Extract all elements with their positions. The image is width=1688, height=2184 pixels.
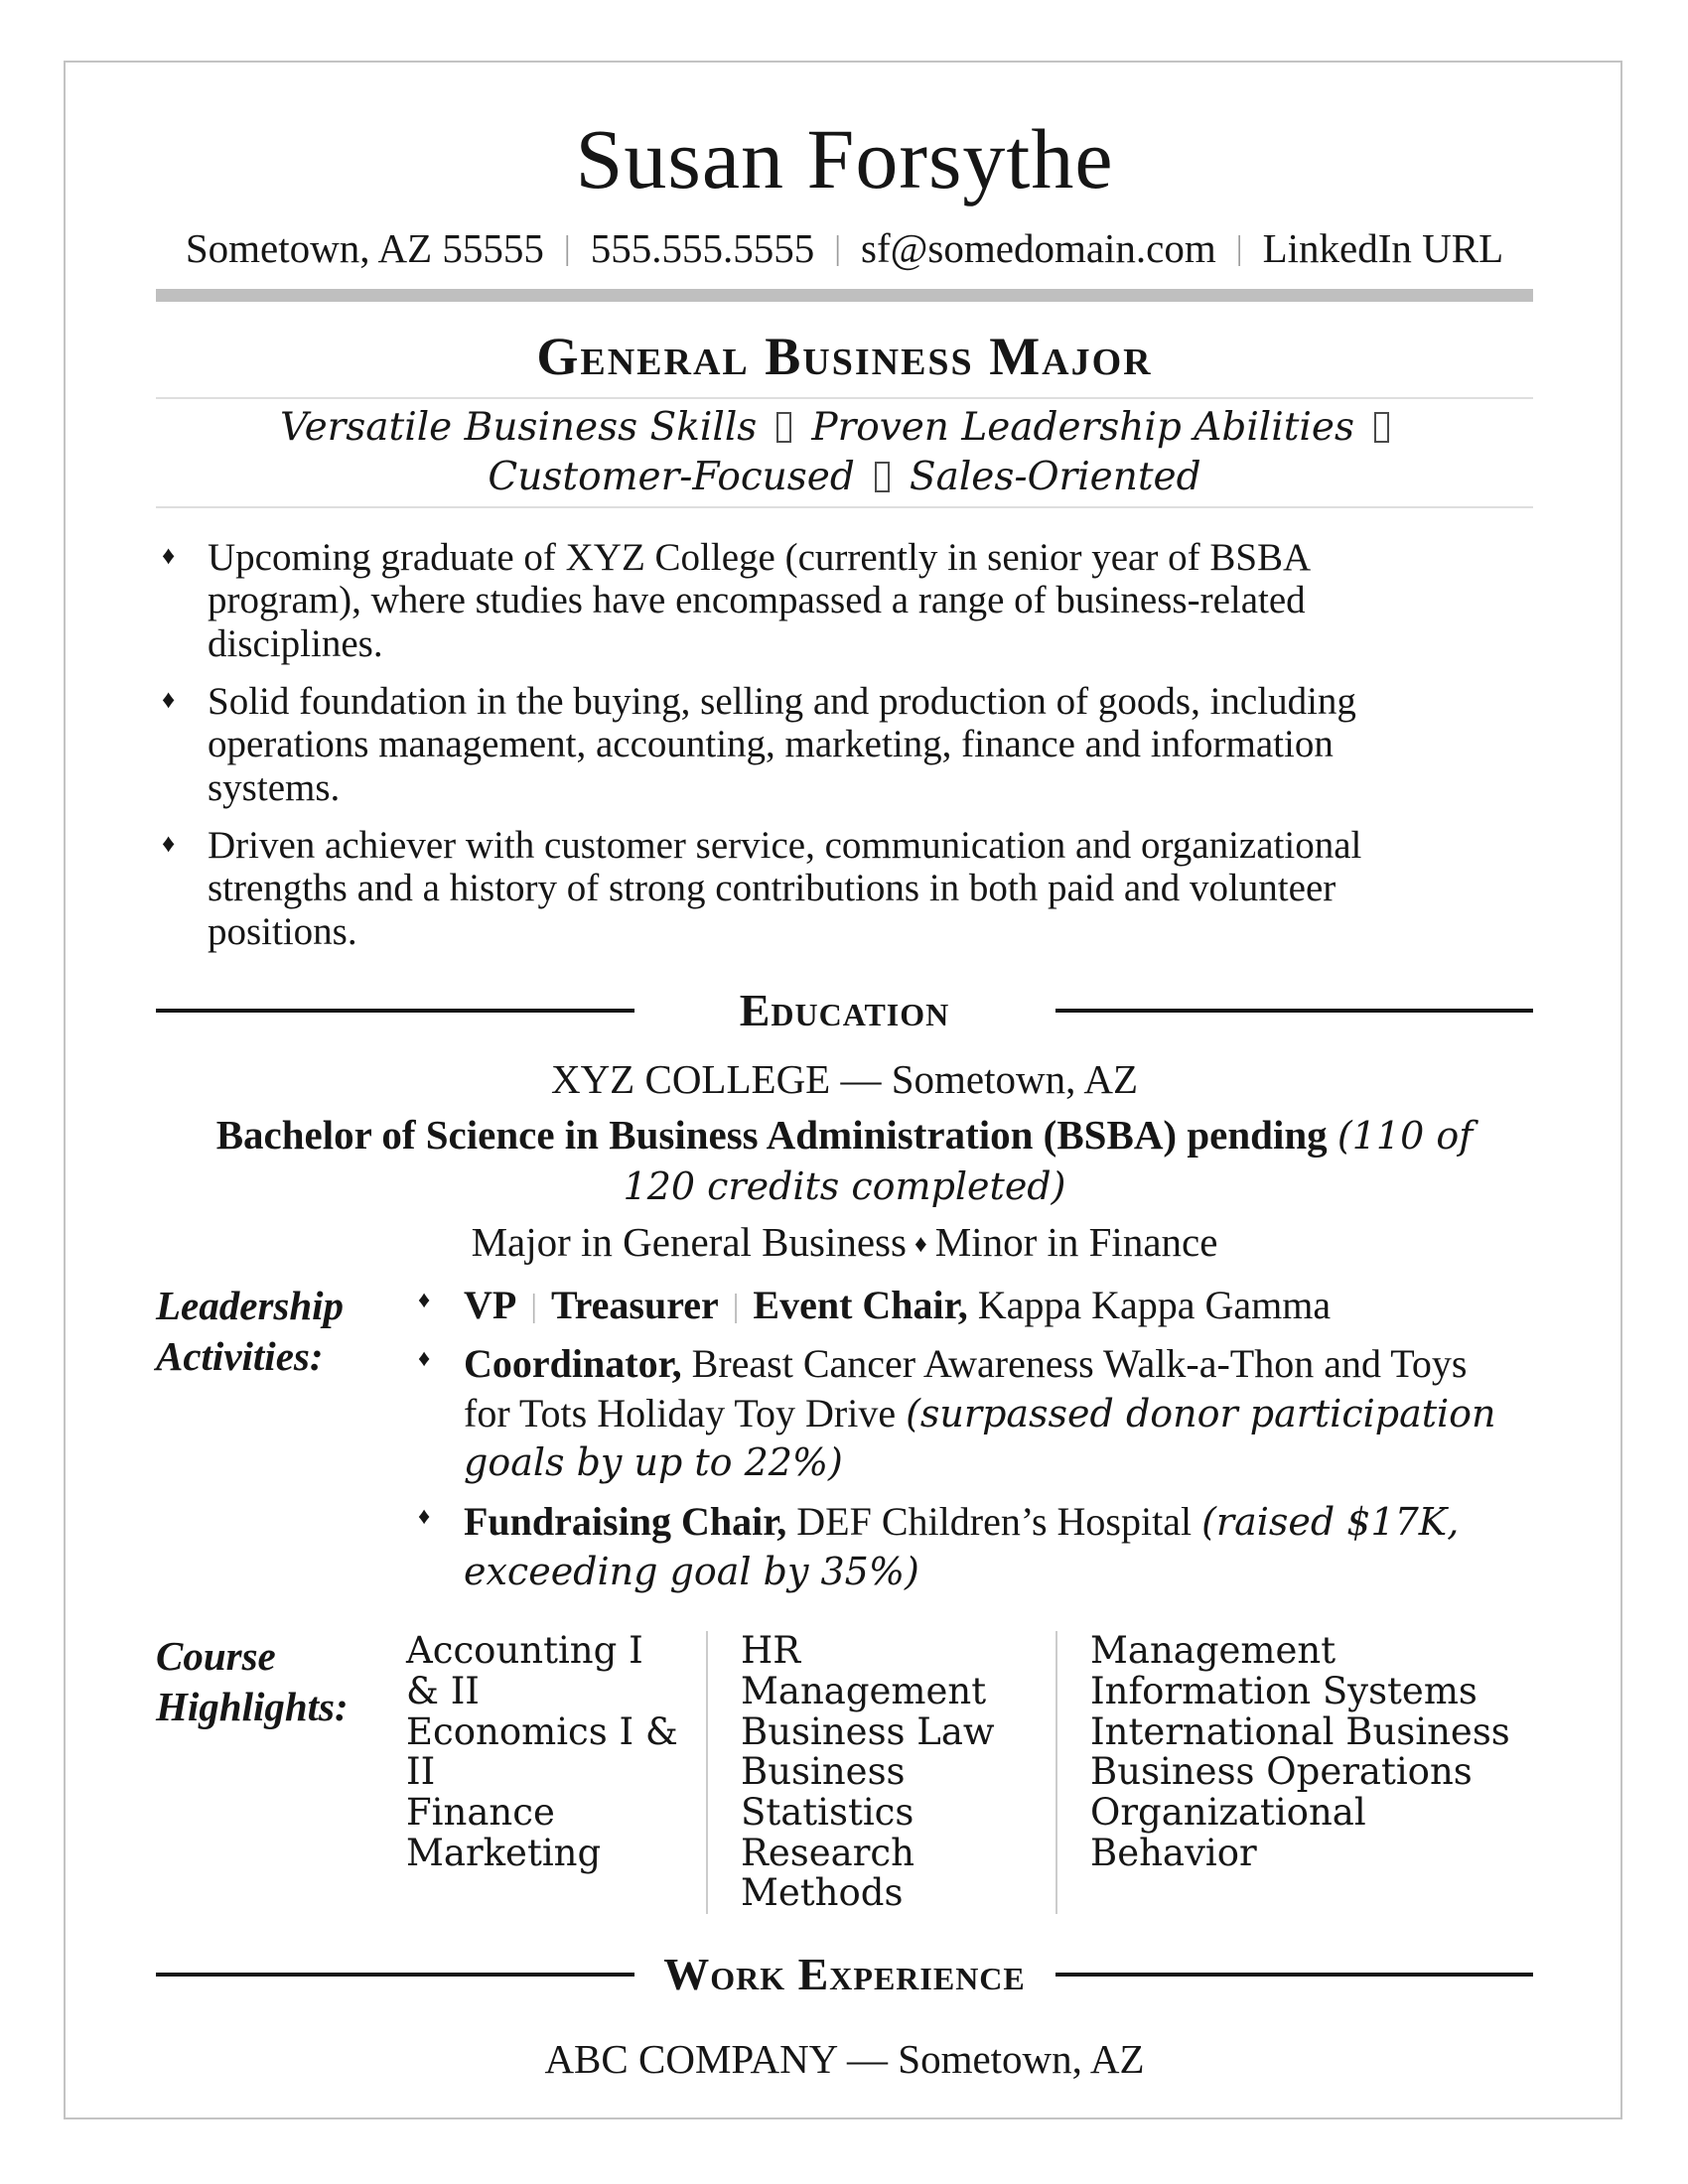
role-description: DEF Children’s Hospital bbox=[796, 1499, 1193, 1545]
tagline-divider-top bbox=[156, 397, 1533, 399]
leadership-item bbox=[406, 1497, 1516, 1595]
contact-location: Sometown, AZ 55555 bbox=[185, 225, 544, 272]
leadership-item bbox=[406, 1339, 1516, 1487]
summary-bullet bbox=[156, 680, 1429, 810]
diamond-bullet-icon: ♦ bbox=[162, 828, 176, 858]
course-item: Economics I & II bbox=[406, 1709, 678, 1794]
contact-line bbox=[156, 224, 1533, 273]
summary-bullet bbox=[156, 824, 1429, 954]
company-line: ABC COMPANY — Sometown, AZ bbox=[544, 2036, 1145, 2083]
tagline bbox=[214, 403, 1476, 502]
separator-bar-icon: | bbox=[732, 1288, 740, 1324]
course-item: HR Management bbox=[741, 1629, 987, 1712]
role-title: Treasurer bbox=[550, 1282, 719, 1327]
tagline-divider-bottom bbox=[156, 506, 1533, 508]
leadership-row bbox=[156, 1281, 1533, 1606]
course-item: Finance bbox=[406, 1790, 555, 1834]
major-minor-line bbox=[156, 1217, 1533, 1267]
role-title: Coordinator, bbox=[464, 1341, 682, 1387]
course-item: Marketing bbox=[406, 1831, 602, 1874]
header-rule-bar bbox=[156, 289, 1533, 302]
tagline-item: Proven Leadership Abilities bbox=[811, 404, 1354, 450]
box-separator-icon bbox=[1374, 412, 1389, 443]
separator-bar-icon: | bbox=[563, 230, 571, 268]
resume-page bbox=[64, 61, 1622, 2119]
diamond-bullet-icon: ♦ bbox=[418, 1504, 431, 1531]
section-heading-work-experience bbox=[156, 1948, 1533, 2000]
separator-bar-icon: | bbox=[530, 1288, 537, 1324]
section-title-work-experience: Work Experience bbox=[663, 1949, 1026, 2000]
section-rule-left bbox=[156, 1009, 634, 1013]
diamond-bullet-icon: ♦ bbox=[162, 684, 176, 714]
candidate-name: Susan Forsythe bbox=[575, 111, 1114, 206]
separator-bar-icon: | bbox=[834, 230, 842, 268]
diamond-bullet-icon: ♦ bbox=[162, 540, 176, 570]
contact-linkedin: LinkedIn URL bbox=[1262, 225, 1504, 272]
course-column-2 bbox=[706, 1631, 1055, 1914]
course-highlights-row bbox=[156, 1631, 1533, 1914]
contact-email: sf@somedomain.com bbox=[861, 225, 1216, 272]
role-achievement-note: (raised $17K, exceeding goal by 35%) bbox=[464, 1500, 1460, 1593]
tagline-item: Customer-Focused bbox=[488, 454, 855, 499]
course-item: International Business bbox=[1090, 1709, 1510, 1753]
course-item: Accounting I & II bbox=[406, 1629, 643, 1712]
role-title: VP bbox=[464, 1282, 517, 1327]
degree-line bbox=[180, 1110, 1510, 1211]
role-description: Breast Cancer Awareness Walk-a-Thon and Toys for Tots Holiday Toy Drive bbox=[464, 1341, 1468, 1435]
course-item: Organizational Behavior bbox=[1090, 1790, 1366, 1874]
headline-title: General Business Major bbox=[536, 327, 1153, 387]
school-line: XYZ COLLEGE — Sometown, AZ bbox=[550, 1055, 1139, 1102]
course-item: Business Law bbox=[741, 1709, 995, 1753]
course-item: Business Statistics bbox=[741, 1750, 914, 1834]
role-title: Fundraising Chair, bbox=[464, 1499, 787, 1545]
course-item: Management Information Systems bbox=[1090, 1629, 1477, 1712]
summary-bullet-text: Solid foundation in the buying, selling and production of goods, including operations management, accounting, marketing, finance and information systems. bbox=[208, 679, 1356, 809]
summary-bullet-text: Upcoming graduate of XYZ College (currently in senior year of BSBA program), where studies have encompassed a range of business-related disciplines. bbox=[208, 535, 1310, 665]
section-heading-education bbox=[156, 984, 1533, 1036]
diamond-separator-icon: ♦ bbox=[914, 1230, 927, 1258]
leadership-label: Leadership Activities: bbox=[156, 1282, 345, 1379]
course-item: Research Methods bbox=[741, 1831, 914, 1915]
degree-credits-note: (110 of 120 credits completed) bbox=[623, 1114, 1474, 1208]
course-column-3 bbox=[1055, 1631, 1533, 1914]
diamond-bullet-icon: ♦ bbox=[418, 1287, 431, 1313]
minor-text: Minor in Finance bbox=[934, 1218, 1218, 1265]
summary-bullet-text: Driven achiever with customer service, communication and organizational strengths and a history of strong contributions in both paid and volunteer positions. bbox=[208, 823, 1362, 953]
section-rule-right bbox=[1055, 1009, 1534, 1013]
major-text: Major in General Business bbox=[471, 1218, 907, 1265]
leadership-items bbox=[406, 1281, 1533, 1606]
tagline-item: Sales-Oriented bbox=[909, 454, 1201, 499]
course-item: Business Operations bbox=[1090, 1750, 1473, 1794]
separator-bar-icon: | bbox=[1235, 230, 1243, 268]
section-rule-left bbox=[156, 1973, 634, 1977]
summary-bullet bbox=[156, 536, 1429, 666]
course-highlights-label: Course Highlights: bbox=[156, 1633, 349, 1730]
role-achievement-note: (surpassed donor participation goals by up to 22%) bbox=[464, 1391, 1496, 1485]
leadership-item bbox=[406, 1281, 1516, 1330]
course-column-1 bbox=[406, 1631, 706, 1914]
section-title-education: Education bbox=[739, 984, 950, 1035]
box-separator-icon bbox=[776, 412, 791, 443]
tagline-item: Versatile Business Skills bbox=[279, 404, 758, 450]
role-title: Event Chair, bbox=[753, 1282, 968, 1327]
contact-phone: 555.555.5555 bbox=[590, 225, 815, 272]
role-organization: Kappa Kappa Gamma bbox=[977, 1282, 1332, 1327]
section-rule-right bbox=[1055, 1973, 1534, 1977]
course-columns bbox=[406, 1631, 1533, 1914]
box-separator-icon bbox=[875, 462, 890, 492]
diamond-bullet-icon: ♦ bbox=[418, 1346, 431, 1373]
summary-list bbox=[156, 536, 1533, 954]
degree-title: Bachelor of Science in Business Administration (BSBA) pending bbox=[215, 1112, 1328, 1158]
